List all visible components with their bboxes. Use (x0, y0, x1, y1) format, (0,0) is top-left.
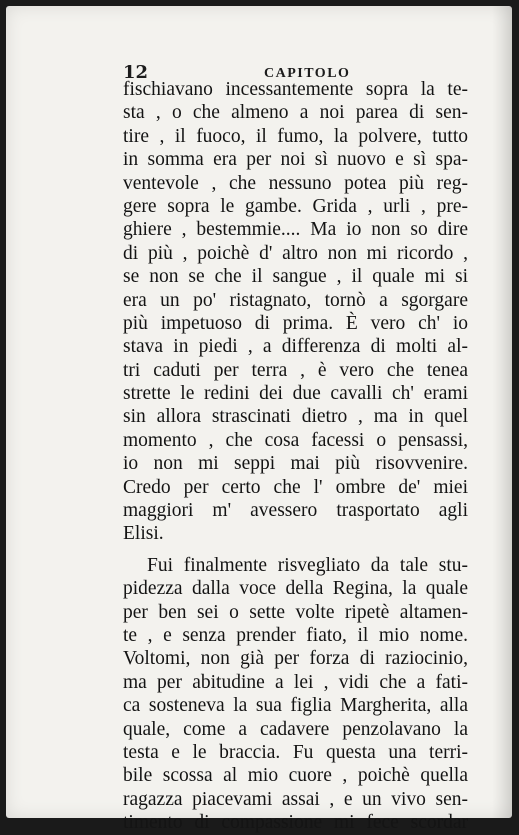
body-text (123, 78, 468, 835)
text-line: in somma era per noi sì nuovo e sì spa- (123, 149, 468, 171)
page-number: 12 (123, 62, 149, 83)
text-line: Credo per certo che l' ombre de' miei (123, 476, 468, 498)
text-line: momento , che cosa facessi o pensassi, (123, 429, 468, 451)
text-line: di più , poichè d' altro non mi ricordo , (123, 242, 468, 264)
running-head: CAPITOLO (264, 66, 351, 81)
text-line: sin allora strascinati dietro , ma in quel (123, 406, 468, 428)
text-line: ragazza piacevami assai , e un vivo sen- (123, 788, 468, 810)
text-line: per ben sei o sette volte ripetè altamen- (123, 601, 468, 623)
text-line: ca sosteneva la sua figlia Margherita, alla (123, 695, 468, 717)
text-line: timento di compassione mi fece scordar (123, 812, 468, 834)
text-line: bile scossa al mio cuore , poichè quella (123, 765, 468, 787)
text-line: se non se che il sangue , il quale mi si (123, 266, 468, 288)
text-line: tire , il fuoco, il fumo, la polvere, tutto (123, 125, 468, 147)
text-line: ma per abitudine a lei , vidi che a fati- (123, 671, 468, 693)
paragraph-2 (123, 554, 468, 835)
text-line: Fui finalmente risvegliato da tale stu- (147, 554, 468, 576)
text-line: io non mi seppi mai più risovvenire. (123, 453, 468, 475)
text-line: testa e le braccia. Fu questa una terri- (123, 741, 468, 763)
text-line: fischiavano incessantemente sopra la te- (123, 79, 468, 100)
text-line: strette le redini dei due cavalli ch' erami (123, 383, 468, 405)
book-page (6, 6, 512, 834)
text-line: stava in piedi , a differenza di molti al- (123, 336, 468, 358)
text-line: pidezza dalla voce della Regina, la quale (123, 578, 468, 600)
text-line: tri caduti per terra , è vero che tenea (123, 359, 468, 381)
text-line: gere sopra le gambe. Grida , urli , pre- (123, 195, 468, 217)
text-line: ventevole , che nessuno potea più reg- (123, 172, 468, 194)
text-line: era un po' ristagnato, tornò a sgorgare (123, 289, 468, 311)
text-line: maggiori m' avessero trasportato agli (123, 500, 468, 522)
text-line: sta , o che almeno a noi parea di sen- (123, 102, 468, 124)
text-line: te , e senza prender fiato, il mio nome. (123, 624, 468, 646)
text-line: più impetuoso di prima. È vero ch' io (123, 312, 468, 334)
paragraph-gap (123, 546, 468, 554)
text-line: ghiere , bestemmie.... Ma io non so dire (123, 219, 468, 241)
text-line: Voltomi, non già per forza di raziocinio, (123, 648, 468, 670)
text-line: quale, come a cadavere penzolavano la (123, 718, 468, 740)
paragraph-1 (123, 78, 468, 546)
page-edge-shadow (492, 6, 512, 818)
text-line: Elisi. (123, 523, 164, 545)
